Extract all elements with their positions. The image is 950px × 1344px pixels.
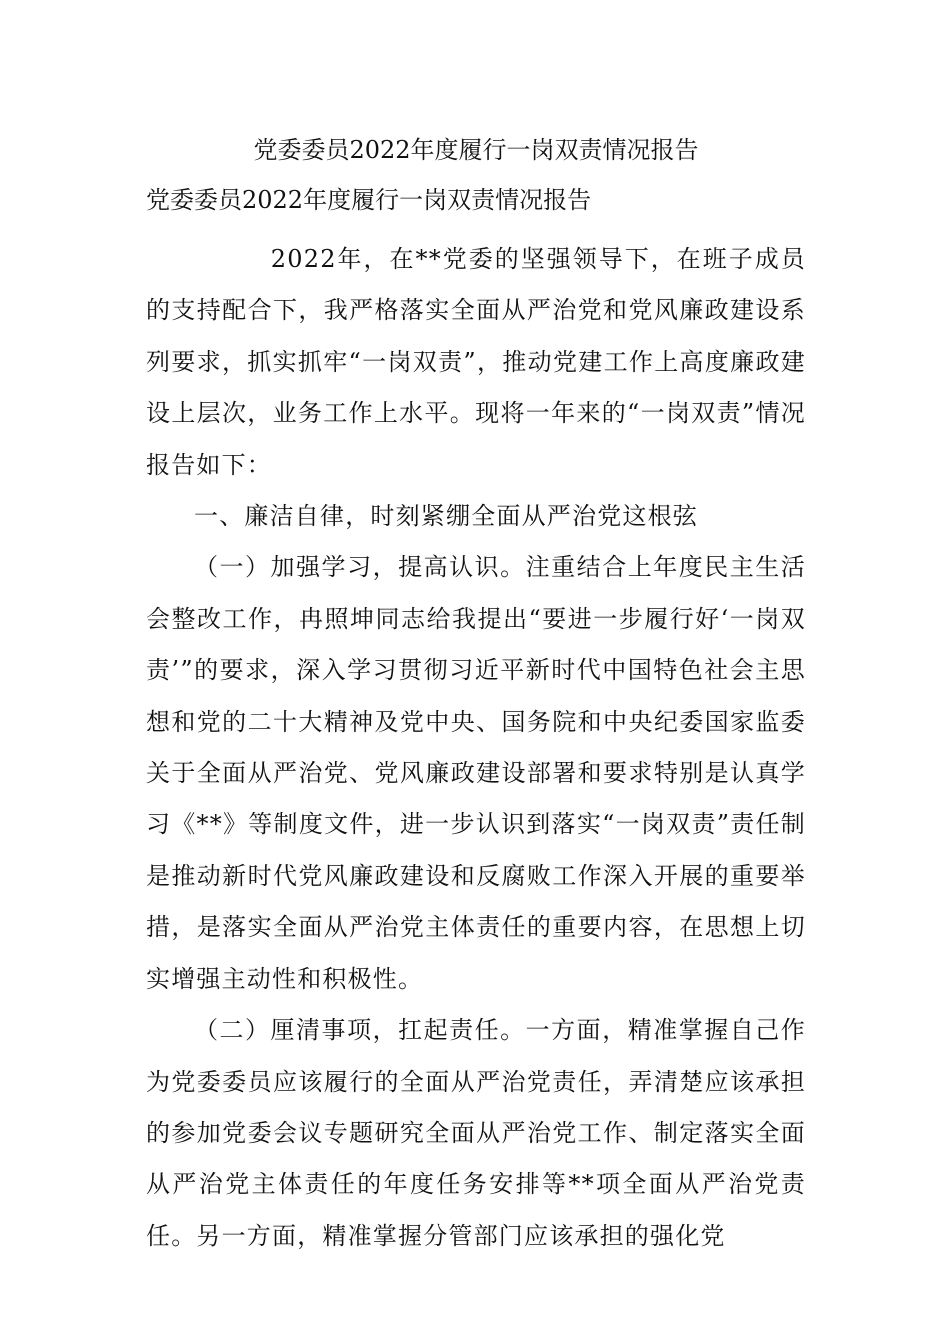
intro-paragraph: 2022年，在**党委的坚强领导下，在班子成员的支持配合下，我严格落实全面从严治党和党风廉政建设系列要求，抓实抓牢“一岗双责”，推动党建工作上高度廉政建设上层次，业务工作上水平。现将一年来的“一岗双责”情况报告如下： (146, 245, 806, 479)
section-heading-1: 一、廉洁自律，时刻紧绷全面从严治党这根弦 (194, 502, 698, 531)
document-subtitle: 党委委员2022年度履行一岗双责情况报告 (146, 186, 592, 214)
paragraph-study: （一）加强学习，提高认识。注重结合上年度民主生活会整改工作，冉照坤同志给我提出“要进一步履行好‘一岗双责’”的要求，深入学习贯彻习近平新时代中国特色社会主思想和党的二十大精神及党中央、国务院和中央纪委国家监委关于全面从严治党、党风廉政建设部署和要求特别是认真学习《**》等制度文件，进一步认识到落实“一岗双责”责任制是推动新时代党风廉政建设和反腐败工作深入开展的重要举措，是落实全面从严治党主体责任的重要内容，在思想上切实增强主动性和积极性。 (146, 553, 806, 993)
paragraph-responsibility: （二）厘清事项，扛起责任。一方面，精准掌握自己作为党委委员应该履行的全面从严治党责任，弄清楚应该承担的参加党委会议专题研究全面从严治党工作、制定落实全面从严治党主体责任的年度任务安排等**项全面从严治党责任。另一方面，精准掌握分管部门应该承担的强化党 (146, 1016, 806, 1250)
document-body (146, 234, 806, 1262)
document-title: 党委委员2022年度履行一岗双责情况报告 (253, 136, 699, 164)
